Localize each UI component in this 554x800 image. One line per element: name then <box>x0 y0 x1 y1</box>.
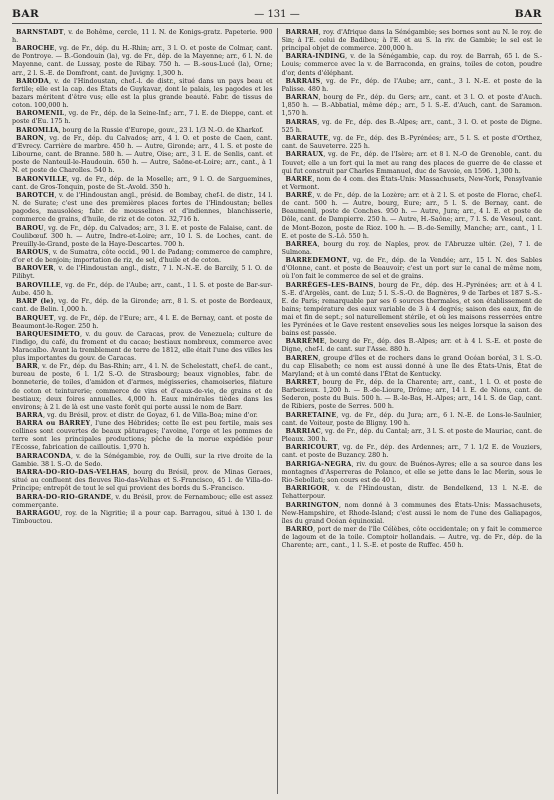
entry-headword: BARRIGA-NEGRA <box>285 459 352 468</box>
dictionary-entry <box>282 77 543 93</box>
entry-headword: BARREA <box>285 239 318 248</box>
dictionary-entry <box>282 525 543 549</box>
entry-headword: BARRAS <box>285 117 318 126</box>
entry-text: , groupe d'îles et de rochers dans le grand Océan boréal, 3 l. S.-O. du cap Elisabeth; ce nom est aussi donné à une île des États-Unis, État de Maryland; et à un comté dans l'État de Kentucky. <box>281 353 542 378</box>
entry-text: , port de mer de l'île Célèbes, côte occidentale; on y fait le commerce de lagoum et de la toile. Comptoir hollandais. — Autre, vg. de Fr., dép. de la Charente; arr., cant., 1 l. S.-E. et poste de Ruffec. 450 h. <box>281 525 542 550</box>
entry-text: , vg. de Fr., dép. du H.-Rhin; arr., 3 l. O. et poste de Colmar, cant. de Pontroye. — B.-Gondouin (la), vg. de Fr., dép. de la Mayenne; arr., 6 l. N. de Mayenne, cant. de Lussay, poste de Ribay. 750 h. — B.-sous-Lucé (la), Orne; arr., 2 l. S.-E. de Domfront, cant. de Juvigny. 1,300 h. <box>12 44 273 77</box>
entry-headword: BARRO <box>285 525 314 534</box>
entry-text: , bourg du roy. de Naples, prov. de l'Abruzze ultér. (2e), 7 l. de Sulmona. <box>281 239 542 256</box>
entry-headword: BARODA <box>16 76 49 85</box>
entry-text: , vg. de Fr., dép. de la Vendée; arr., 15 l. N. des Sables d'Olonne, cant. et poste de Beauvoir; c'est un port sur le canal de même nom, où l'on fait le commerce de sel et de grains. <box>281 256 542 281</box>
entry-headword: BAROMLIA <box>16 125 59 134</box>
entry-headword: BARREDEMONT <box>285 256 348 265</box>
entry-headword: BARREN <box>285 353 319 362</box>
running-head-left: BAR <box>12 8 40 20</box>
dictionary-entry <box>12 264 273 280</box>
entry-headword: BARRÉGES-LES-BAINS <box>285 280 374 289</box>
dictionary-entry <box>12 248 273 264</box>
entry-headword: BARRICOURT <box>285 443 338 452</box>
entry-text: , bourg de Fr., dép. des B.-Alpes; arr. et à 4 l. S.-E. et poste de Digne, chef-l. de cant. sur l'Asse. 880 h. <box>281 337 542 354</box>
entry-headword: BARRAN <box>285 93 319 102</box>
entry-text: , vg. de Fr., dép. de la Moselle; arr., 9 l. O. de Sarguemines, cant. de Gros-Tonquin, poste de St.-Avold. 350 h. <box>12 174 273 191</box>
entry-headword: BARON <box>16 134 45 143</box>
dictionary-entry <box>12 224 273 248</box>
entry-headword: BARRA-DO-RIO-DAS-VELHAS <box>16 468 128 477</box>
entry-text: , vg. de Fr., dép. des B.-Alpes; arr., cant., 3 l. O. et poste de Digne. 525 h. <box>281 117 542 134</box>
entry-text: , v. de Bohême, cercle, 11 l. N. de Konigs-gratz. Papeterie. 900 h. <box>12 28 273 45</box>
dictionary-entry <box>12 28 273 44</box>
entry-text: , l'une des Hébrides; cette île est peu fertile, mais ses collines sont couvertes de beaux pâturages; l'avoine, l'orge et les pommes de terre sont les principales productions; pêche de la morue expédiée pour l'Ecosse, fabrication de cailloutis. 1,970 h. <box>12 419 273 452</box>
entry-text: , vg. de Fr., dép. de l'Isère; arr. et 8 l. N.-O de Grenoble, cant. du Touvet; elle a un fort qui la met au rang des places de guerre de 4e classe et qui fut construit par Charles Emmanuel, duc de Savoie, en 1596. 1,300 h. <box>281 150 542 175</box>
dictionary-entry <box>282 443 543 459</box>
entry-headword: BARR <box>16 362 38 371</box>
dictionary-entry <box>282 411 543 427</box>
entry-headword: BARRINGTON <box>285 500 339 509</box>
entry-text: , nom de 4 com. des États-Unis: Massachusets, New-York, Pensylvanie et Vermont. <box>281 174 542 191</box>
entry-text: , v. du gouv. de Caracas, prov. de Venezuela; culture de l'indigo, du café, du froment et du cacao; bestiaux nombreux, commerce avec Maracaïbo. Avant la tremblement de terre de 1812, elle était l'une des villes les plus importantes du gouv. de Caracas. <box>12 329 273 363</box>
column-divider <box>277 28 278 794</box>
entry-text: , v. de la Sénégambie, roy. de Oulli, sur la rive droite de la Gambie. 38 l. S.-O. de Sedo. <box>12 451 273 468</box>
dictionary-entry <box>282 118 543 134</box>
entry-text: , v. de la Sénégambie, cap. du roy. de Barrah, 65 l. de S.-Louis; commerce avec la v. de Barraconda, en grains, toiles de coton, poudre d'or, dents d'éléphant. <box>281 52 542 77</box>
entry-headword: BAROUS <box>16 247 49 256</box>
entry-headword: BARRE <box>285 174 313 183</box>
dictionary-entry <box>282 175 543 191</box>
dictionary-entry <box>282 460 543 484</box>
entry-headword: BARRÈME <box>285 337 325 346</box>
dictionary-entry <box>12 297 273 313</box>
dictionary-entry <box>12 109 273 125</box>
entry-headword: BARRA <box>16 410 43 419</box>
entry-headword: BARRAUX <box>285 150 324 159</box>
entry-text: , v. de Fr., dép. de la Lozère; arr. et à 2 l. S. et poste de Florac, chef-l. de cant. 500 h. — Autre, bourg, Eure; arr., 5 l. S. de Bernay, cant. de Beaumenil, poste de Conches. 950 h. — Autre, Jura; arr., 4 l. E. et poste de Dôle, cant. de Dampierre. 250 h. — Autre, H.-Saône; arr., 7 l. S. de Vesoul, cant. de Mont-Bozon, poste de Rioz. 100 h. — B.-de-Semilly, Manche; arr., cant., 1 l. E. et poste de S.-Lô. 550 h. <box>281 191 542 240</box>
entry-text: , v. de l'Hindoustan, distr. de Bendelkend, 13 l. N.-E. de Tehatterpour. <box>281 484 542 501</box>
entry-text: , bourg de Fr., dép. de la Charente; arr., cant., 1 l. O. et poste de Barbezieux. 1,200 h. — B.-de-Lioure, Drôme; arr., 14 l. E. de Nions, cant. de Sederon, poste du Buis. 500 h. — B.-le-Bas, H.-Alpes; arr., 14 l. S. de Gap, cant. de Ribiers, poste de Serres. 500 h. <box>281 378 542 411</box>
dictionary-entry <box>282 281 543 337</box>
entry-text: , vg. de Fr., dép. de la Seine-Inf.; arr., 7 l. E. de Dieppe, cant. et poste d'Eu. 175 h. <box>12 109 273 126</box>
entry-headword: BARRA-DO-RIO-GRANDE <box>16 492 112 501</box>
entry-text: , v. du Brésil, prov. de Fernambouc; elle est assez commerçante. <box>12 492 273 509</box>
entry-text: , vg. de Fr., dép. du Calvados; arr., 4 l. O. et poste de Caen, cant. d'Evrecy. Carrière de marbre. 450 h. — Autre, Gironde; arr., 4 l. S. et poste de Libourne, cant. de Branne. 580 h. — Autre, Oise; arr., 3 l. E. de Senlis, cant. et poste de Nanteuil-le-Haudouin. 650 h. — Autre, Saône-et-Loire; arr., cant., à 1 N. et poste de Charolles. 540 h. <box>12 134 273 175</box>
entry-text: , vg. de Fr., dép. de l'Eure; arr., 4 l. E. de Bernay, cant. et poste de Beaumont-le-Roger. 250 h. <box>12 313 273 330</box>
text-columns <box>12 28 542 794</box>
page-number: — 131 — <box>254 9 300 20</box>
right-column <box>282 28 543 794</box>
entry-text: , vg. de Fr., dép. de l'Aube; arr., cant., 3 l. N.-E. et poste de la Palisse. 480 h. <box>281 76 542 93</box>
entry-text: , riv. du gouv. de Buénos-Ayres; elle a sa source dans les montagnes d'Asperreras de Polanco, et elle se jette dans le lac Merin, sous le Rio-Sebollati; son cours est de 40 l. <box>281 459 542 484</box>
entry-text: , roy. de la Nigritie; il a pour cap. Barragou, situé à 130 l. de Timbouctou. <box>12 509 273 526</box>
left-column <box>12 28 273 794</box>
entry-headword: BARRAUTE <box>285 134 329 143</box>
dictionary-entry <box>12 175 273 191</box>
entry-text: , v. de l'Hindoustan angl., présid. de Bombay, chef-l. de distr., 14 l. N. de Surate; c'est une des premières places fortes de l'Hindoustan; belles pagodes, mausolées; fabr. de mousselines et d'indiennes, blanchisserie, commerce de grains, d'huile, de riz et de coton. 32,716 h. <box>12 191 273 224</box>
dictionary-entry <box>282 501 543 525</box>
entry-headword: BARQUET <box>16 313 54 322</box>
entry-text: , v. de l'Hindoustan angl., distr., 7 l. N.-N.-E. de Barcily, 5 l. O. de Pilibyt. <box>12 264 273 281</box>
entry-headword: BARRAH <box>285 28 319 36</box>
dictionary-entry <box>282 52 543 76</box>
entry-text: , vg. de Fr., dép. des B.-Pyrénées; arr., 5 l. S. et poste d'Orthez, cant. de Sauveterre. 225 h. <box>281 134 542 151</box>
dictionary-entry <box>12 191 273 223</box>
entry-text: , vg. de Fr., dép. du Calvados; arr., 3 l. E. et poste de Falaise, cant. de Coulibœuf. 300 h. — Autre, Indre-et-Loire; arr., 10 l. S. de Loches, cant. de Preuilly-le-Grand, poste de la Haye-Descartes. 700 h. <box>12 223 273 248</box>
entry-text: , v. de Fr., dép. du Bas-Rhin; arr., 4 l. N. de Schelestatt, chef-l. de cant., bureau de poste, 6 l. 1/2 S.-O. de Strasbourg; beaux vignobles, fabr. de bonneterie, de toiles, d'amidon et d'armes, mégisseries, chamoiseries, filature de coton et teinturerie; commerce de vins et d'eaux-de-vie, de grains et de bestiaux; deux foires annuelles. 4,000 h. Eaux minérales tièdes dans les environs; à 2 l. de là est une vaste forêt qui porte aussi le nom de Barr. <box>12 362 273 411</box>
entry-text: , vg. du Brésil, prov. et distr. de Goyaz, 6 l. de Villa-Boa; mine d'or. <box>42 410 258 419</box>
dictionary-entry <box>282 93 543 117</box>
entry-headword: BARONVILLE <box>16 174 67 183</box>
entry-text: , vg. de Fr., dép. de l'Aube; arr., cant., 1 l. S. et poste de Bar-sur-Aube. 450 h. <box>12 280 273 297</box>
entry-headword: BARRACONDA <box>16 451 71 460</box>
entry-text: , vg. de Fr., dép. de la Gironde; arr., 8 l. S. et poste de Bordeaux, cant. de Belin. 1,000 h. <box>12 297 273 314</box>
entry-headword: BARRETAINE <box>285 410 337 419</box>
entry-headword: BAROVILLE <box>16 280 61 289</box>
dictionary-entry <box>12 509 273 525</box>
dictionary-entry <box>282 134 543 150</box>
entry-headword: BAROTCH <box>16 191 55 200</box>
entry-headword: BARRA ou BARREY <box>16 419 91 428</box>
entry-text: , bourg de Fr., dép. du Gers; arr., cant. et 3 l. O. et poste d'Auch. 1,850 h. — B.-Abbatial, même dép.; arr., 5 l. S.-E. d'Auch, cant. de Saramon. 1,570 h. <box>281 93 542 118</box>
dictionary-entry <box>282 191 543 239</box>
entry-headword: BARRET <box>285 378 318 387</box>
entry-text: , vg. de Fr., dép. du Jura; arr., 6 l. N.-E. de Lons-le-Saulnier, cant. de Voiteur, poste de Bligny. 190 h. <box>281 410 542 427</box>
dictionary-entry <box>12 362 273 410</box>
dictionary-entry <box>12 493 273 509</box>
entry-headword: BARRÉ <box>285 191 313 200</box>
entry-headword: BARP (le) <box>16 297 54 306</box>
entry-headword: BARRAGOU <box>16 509 61 517</box>
dictionary-entry <box>282 337 543 353</box>
dictionary-entry <box>282 28 543 52</box>
dictionary-entry <box>282 378 543 410</box>
entry-text: , v. de l'Hindoustan, chef.-l. de distr., situé dans un pays beau et fertile; elle est la cap. des États de Guykavar, dont le palais, les pagodes et les bazars méritent d'être vus; elle est la plus grande beauté. Fabr. de tissus de coton. 100,000 h. <box>12 76 273 110</box>
entry-text: , vg. de Fr., dép. des Ardennes; arr., 7 l. 1/2 E. de Vouziers, cant. et poste de Buzancy. 280 h. <box>281 443 542 460</box>
dictionary-entry <box>282 240 543 256</box>
dictionary-entry <box>282 354 543 378</box>
dictionary-entry <box>12 419 273 451</box>
entry-headword: BAROCHE <box>16 44 55 53</box>
dictionary-entry <box>12 44 273 76</box>
entry-headword: BARRIGOR <box>285 484 328 493</box>
entry-text: , bourg de la Russie d'Europe, gouv., 23 l. 1/3 N.-O. de Kharkof. <box>58 125 264 134</box>
dictionary-entry <box>12 126 273 134</box>
entry-text: , roy. d'Afrique dans la Sénégambie; ses bornes sont au N. le roy. de Sin; à l'E. celui de Badibou; à l'E. et au S. la riv. de Gambie; le sel est le principal objet de commerce. 200,000 h. <box>281 28 542 53</box>
entry-text: , vg. de Fr., dép. du Cantal; arr., 3 l. S. et poste de Mauriac, cant. de Pleaux. 300 h. <box>281 427 542 444</box>
entry-headword: BARRA-INDING <box>285 52 346 61</box>
dictionary-entry <box>12 314 273 330</box>
dictionary-entry <box>12 281 273 297</box>
entry-text: , nom donné à 3 communes des États-Unis: Massachusets, New-Hampshire, et Rhode-Island; c'est aussi le nom de l'une des Galiapagos, îles du grand Océan équinoxial. <box>281 500 542 525</box>
running-head-right: BAR <box>514 8 542 20</box>
dictionary-entry <box>12 77 273 109</box>
entry-headword: BAROMENIL <box>16 109 65 118</box>
dictionary-entry <box>282 256 543 280</box>
dictionary-entry <box>12 452 273 468</box>
entry-headword: BAROU <box>16 223 44 232</box>
dictionary-entry <box>12 468 273 492</box>
entry-headword: BARQUESIMETO <box>16 329 80 338</box>
page-header <box>12 8 542 24</box>
entry-text: , bourg de Fr., dép. des H.-Pyrénées; arr. et à 4 l. S.-E. d'Argelès, cant. de Luz; 5 l. S.-S.-O. de Bagnères, 9 de Tarbes et 187 S.-S.-E. de Paris; remarquable par ses 6 sources thermales, et son établissement de bains; température des eaux variable de 3 à 4 degrés; saison des eaux, fin de mai et fin de sept.; sol naturellement stérile, et où les maisons resserrées entre les Pyrénées et le Gave restent ensevelies sous les neiges lorsque la saison des bains est passée. <box>281 280 542 337</box>
entry-text: , bourg du Brésil, prov. de Minas Geraes, situé au confluent des fleuves Rio-das-Velhas et S.-Francisco, 45 l. de Villa-do-Principe; entrepôt de tout le sel qui provient des bords du S.-Francisco. <box>12 468 273 493</box>
entry-headword: BARRAIS <box>285 76 321 85</box>
entry-headword: BARNSTADT <box>16 28 64 36</box>
entry-headword: BAROVER <box>16 264 54 273</box>
dictionary-entry <box>12 411 273 419</box>
entry-headword: BARRIAC <box>285 427 321 436</box>
dictionary-entry <box>12 330 273 362</box>
dictionary-entry <box>282 484 543 500</box>
dictionary-entry <box>282 427 543 443</box>
dictionary-entry <box>12 134 273 174</box>
dictionary-entry <box>282 150 543 174</box>
entry-text: , v. de Sumatra, côte occid., 90 l. de Padang; commerce de camphre, d'or et de benjoin; importation de riz, de sel, d'huile et de coton. <box>12 247 273 264</box>
